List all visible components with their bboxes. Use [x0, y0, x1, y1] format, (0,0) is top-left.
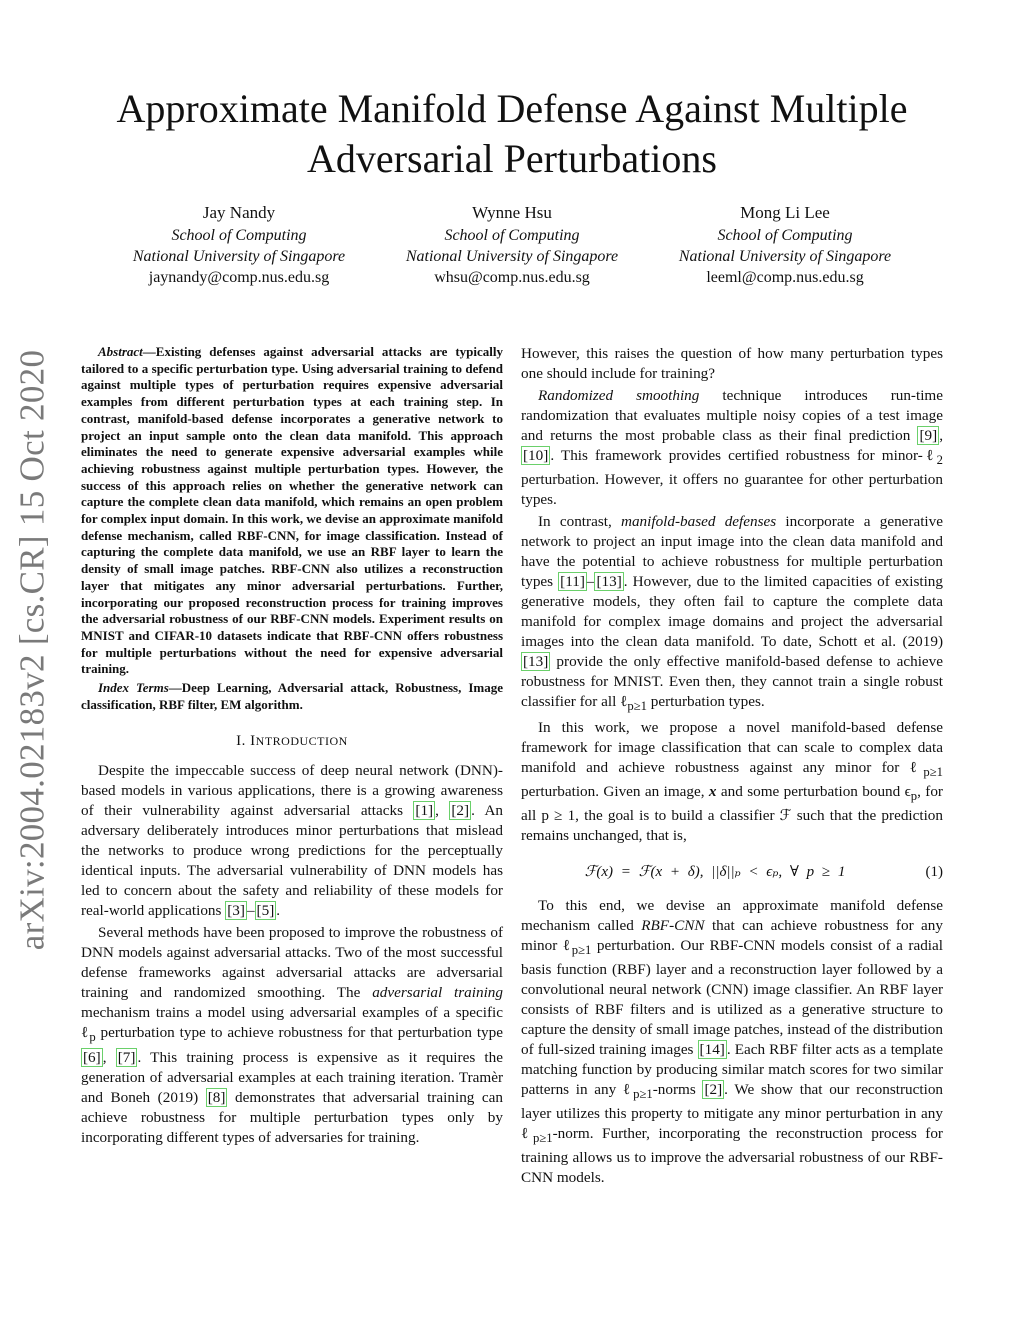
author-department: School of Computing [444, 227, 580, 244]
citation-link[interactable]: [11] [560, 573, 585, 591]
citation-link[interactable]: [2] [451, 802, 470, 820]
index-terms-label: Index Terms [98, 680, 169, 696]
abstract-label: Abstract [98, 344, 143, 359]
author-organization: National University of Singapore [678, 248, 892, 265]
author-department: School of Computing [171, 227, 307, 244]
equation-number: (1) [925, 864, 943, 881]
arxiv-identifier: arXiv:2004.02183v2 [cs.CR] 15 Oct 2020 [12, 349, 52, 951]
author-organization: National University of Singapore [132, 248, 346, 265]
citation-link[interactable]: [13] [596, 573, 622, 591]
arxiv-stamp [2, 350, 62, 950]
index-terms-text: —Deep Learning, Adversarial attack, Robustness, Image classification, RBF filter, EM algorithm. [81, 680, 503, 712]
paragraph: In contrast, manifold-based defenses incorporate a generative network to project an input image into the clean data manifold and have the potential to achieve robustness for multiple perturbation types [11] – [13] . However, due to the limited capacities of existing generative models, they often fail to capture the complete data manifold for complex image domains and project the adversarial images into the clean data manifold. To date, Schott et al. (2019) [13] provide the only effective manifold-based defense to achieve robustness for MNIST. Even then, they cannot train a single robust classifier for all ℓ$_{p\ge 1}$ perturbation types. [521, 513, 943, 714]
paragraph: Randomized smoothing technique introduces run-time randomization that evaluates multiple noisy copies of a test image and returns the most probable class as their final prediction [9] , [10] . This framework provides certified robustness for minor-ℓ$_2$ perturbation. However, it offers no guarantee for other perturbation types. [521, 387, 943, 509]
section-number: I. [236, 733, 246, 750]
citation-link[interactable]: [2] [704, 1081, 723, 1099]
citation-link[interactable]: [9] [919, 427, 938, 444]
author-email: leeml@comp.nus.edu.sg [706, 269, 864, 286]
abstract [81, 344, 503, 678]
equation-body: ℱ(x) = ℱ(x + δ), ||δ||ₚ < ϵₚ, ∀ p ≥ 1 [584, 864, 846, 881]
author-email: whsu@comp.nus.edu.sg [434, 269, 590, 286]
citation-link[interactable]: [8] [207, 1088, 226, 1106]
section-initial: I [250, 733, 256, 750]
emphasis: manifold-based defenses [620, 513, 777, 531]
equation [521, 862, 943, 882]
abstract-text: —Existing defenses against adversarial attacks are typically tailored to a specific perturbation type. Using adversarial training to defend against multiple types of perturbation requires expensive adversarial examples from different perturbation types at each training step. In contrast, manifold-based defense incorporates a generative network to project an input sample onto the clean data manifold. This approach eliminates the need to generate expensive adversarial examples while achieving robustness against multiple perturbation types. However, the success of this approach relies on whether the generative network can capture the complete clean data manifold, which remains an open problem for complex input domain. In this work, we devise an approximate manifold defense mechanism, called RBF-CNN, for image classification. Instead of capturing the complete data manifold, we use an RBF layer to learn the density of small image patches. RBF-CNN also utilizes a reconstruction layer that mitigates any minor adversarial perturbations. Further, incorporating our proposed reconstruction process for training improves the adversarial robustness of our RBF-CNN models. Experiment results on MNIST and CIFAR-10 datasets indicate that RBF-CNN offers robustness for multiple perturbations without the need for expensive adversarial training. [81, 344, 503, 677]
author-name: Wynne Hsu [472, 203, 552, 222]
author-email: jaynandy@comp.nus.edu.sg [148, 269, 330, 286]
author-department: School of Computing [717, 227, 853, 244]
citation-link[interactable]: [1] [415, 802, 434, 820]
emphasis: adversarial training [372, 984, 503, 1002]
index-terms [81, 680, 503, 713]
author-block [367, 201, 657, 288]
paragraph: To this end, we devise an approximate manifold defense mechanism called RBF-CNN that can achieve robustness for any minor ℓ$_{p\ge 1}$ perturbation. Our RBF-CNN models consist of a radial basis function (RBF) layer and a reconstruction layer followed by a convolutional neural network (CNN) image classifier. An RBF layer consists of RBF filters and is utilized as a generative structure to capture the density of small image patches, instead of the distribution of full-sized training images [14] . Each RBF filter acts as a template matching function by producing similar match scores for two similar patterns in any ℓ$_{p\ge 1}$-norms [2] . We show that our reconstruction layer utilizes this property to mitigate any minor perturbation in any ℓ$_{p\ge 1}$-norm. Further, incorporating the reconstruction process for training allows us to improve the adversarial robustness of our RBF-CNN models. [521, 897, 944, 1187]
citation-link[interactable]: [6] [83, 1048, 101, 1066]
citation-link[interactable]: [13] [523, 653, 549, 671]
paragraph: Several methods have been proposed to improve the robustness of DNN models against adversarial attacks. Two of the most successful defense frameworks against adversarial attacks are adversarial training and randomized smoothing. The adversarial training mechanism trains a model using adversarial examples of a specific ℓ$_p$ perturbation type to achieve robustness for that perturbation type [6] , [7] . This training process is expensive as it requires the generation of adversarial examples at each training iteration. Tramèr and Boneh (2019) [8] demonstrates that adversarial training can achieve robustness for multiple perturbation types only by incorporating different types of adversaries for training. [81, 924, 504, 1146]
author-name: Mong Li Lee [740, 203, 830, 222]
author-organization: National University of Singapore [405, 248, 619, 265]
emphasis: Randomized smoothing [538, 387, 700, 404]
paragraph: Despite the impeccable success of deep neural network (DNN)-based models in various applications, there is a growing awareness of their vulnerability against adversarial attacks [1] , [2] . An adversary deliberately introduces minor perturbations that mislead the networks to produce wrong predictions for the perceptually identical inputs. The adversarial vulnerability of DNN models has led to concern about the safety and reliability of these models for real-world applications [3] – [5] . [81, 762, 504, 920]
paragraph: In this work, we propose a novel manifold-based defense framework for image classification that can scale to complex data manifold and achieve robustness against any minor for ℓ$_{p\ge 1}$ perturbation. Given an image, x and some perturbation bound $\epsilon_p$, for all p ≥ 1, the goal is to build a classifier ℱ such that the prediction remains unchanged, that is, [521, 719, 943, 845]
emphasis: RBF-CNN [641, 917, 705, 935]
section-heading [81, 731, 503, 751]
author-name: Jay Nandy [202, 203, 276, 222]
citation-link[interactable]: [14] [699, 1041, 725, 1059]
left-column [81, 344, 503, 1148]
author-block [94, 201, 384, 288]
citation-link[interactable]: [5] [256, 902, 275, 920]
section-title-rest: NTRODUCTION [255, 734, 348, 749]
paper-title: Approximate Manifold Defense Against Multiple Adversarial Perturbations [116, 86, 908, 181]
citation-link[interactable]: [10] [523, 447, 549, 464]
author-block [640, 201, 930, 288]
citation-link[interactable]: [7] [117, 1048, 136, 1066]
citation-link[interactable]: [3] [227, 902, 245, 920]
right-column [521, 344, 943, 1188]
paragraph: However, this raises the question of how many perturbation types one should include for training? [521, 345, 943, 382]
